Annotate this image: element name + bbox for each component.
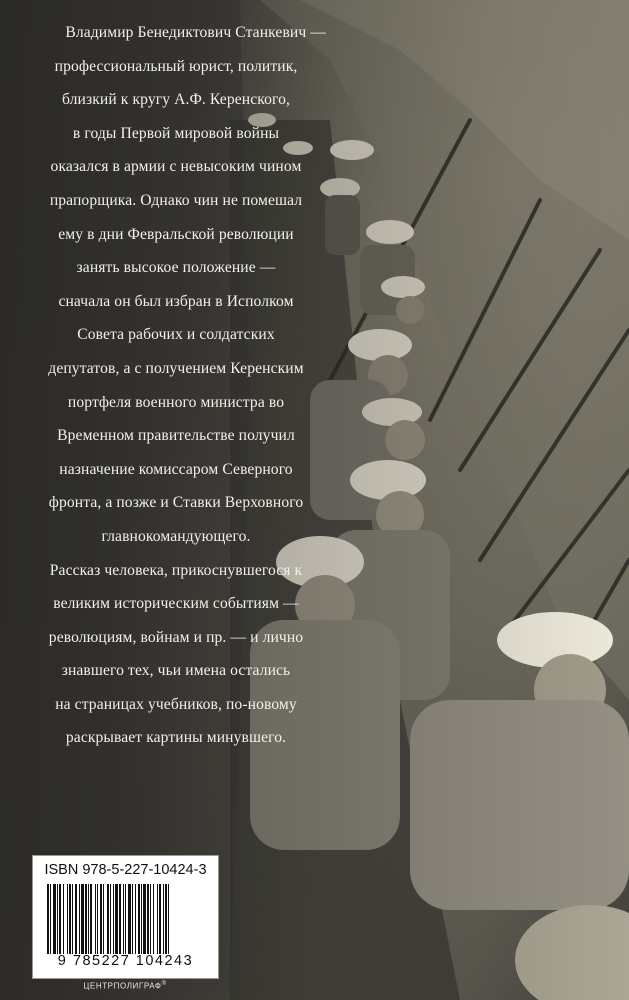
- barcode-bar: [157, 884, 158, 954]
- blurb-line: депутатов, а с получением Керенским: [48, 359, 304, 377]
- blurb-line: фронта, а позже и Ставки Верховного: [48, 494, 304, 512]
- barcode-bar: [128, 884, 131, 954]
- barcode-bar: [67, 884, 68, 954]
- barcode-bar: [123, 884, 124, 954]
- barcode-bar: [110, 884, 111, 954]
- barcode-bar: [113, 884, 114, 954]
- barcode-bar: [147, 884, 149, 954]
- ean-digits: 9 785227 104243: [57, 953, 194, 969]
- blurb-line: сначала он был избран в Исполком: [58, 292, 294, 310]
- blurb-line: революциям, войнам и пр. — и лично: [48, 628, 304, 646]
- barcode-bar: [79, 884, 80, 954]
- barcode-bar: [90, 884, 92, 954]
- publisher-name: ЦЕНТРПОЛИГРАФ: [83, 981, 162, 991]
- barcode-bar: [59, 884, 61, 954]
- barcode-bar: [100, 884, 102, 954]
- barcode-bar: [143, 884, 146, 954]
- blurb-line: Рассказ человека, прикоснувшегося к: [49, 561, 303, 579]
- barcode-bar: [135, 884, 136, 954]
- barcode-bar: [85, 884, 87, 954]
- blurb-line: оказался в армии с невысоким чином: [50, 158, 302, 176]
- barcode-bar: [141, 884, 142, 954]
- barcode-bar: [103, 884, 104, 954]
- barcode-bar: [81, 884, 84, 954]
- barcode-bar: [125, 884, 126, 954]
- barcode-bar: [153, 884, 154, 954]
- blurb-line: знавшего тех, чьи имена остались: [61, 662, 291, 680]
- barcode-bar: [72, 884, 73, 954]
- barcode-bar: [159, 884, 161, 954]
- isbn-barcode-panel: [32, 855, 219, 979]
- blurb-line: близкий к кругу А.Ф. Керенского,: [62, 91, 290, 109]
- barcode-bar: [53, 884, 56, 954]
- barcode-bar: [119, 884, 121, 954]
- barcode-bar: [75, 884, 77, 954]
- blurb-line: профессиональный юрист, политик,: [54, 57, 298, 75]
- blurb-line: назначение комиссаром Северного: [59, 460, 293, 478]
- barcode-bar: [57, 884, 58, 954]
- registered-mark: ®: [161, 981, 167, 987]
- barcode-bar: [88, 884, 89, 954]
- blurb-line: Владимир Бенедиктович Станкевич —: [65, 24, 326, 41]
- barcode-bar: [132, 884, 133, 954]
- blurb-line: Совета рабочих и солдатских: [77, 326, 275, 344]
- barcode-icon: [45, 884, 208, 954]
- blurb-line: великим историческим событиям —: [53, 595, 299, 613]
- barcode-bar: [107, 884, 109, 954]
- barcode-bar: [168, 884, 169, 954]
- blurb-line: прапорщика. Однако чин не помешал: [49, 191, 303, 209]
- barcode-bar: [115, 884, 118, 954]
- barcode-bar: [63, 884, 64, 954]
- isbn-label: ISBN 978-5-227-10424-3: [44, 862, 207, 878]
- blurb-line: занять высокое положение —: [76, 259, 276, 277]
- barcode-bar: [163, 884, 164, 954]
- blurb-line: ему в дни Февральской революции: [58, 225, 294, 243]
- barcode-bar: [50, 884, 51, 954]
- book-description: [26, 16, 326, 751]
- blurb-line: Временном правительстве получил: [57, 427, 295, 445]
- barcode-bar: [47, 884, 49, 954]
- blurb-line: главнокомандующего.: [101, 527, 251, 545]
- blurb-line: раскрывает картины минувшего.: [65, 729, 287, 747]
- blurb-line: в годы Первой мировой войны: [72, 124, 280, 142]
- barcode-bar: [165, 884, 167, 954]
- barcode-bar: [95, 884, 96, 954]
- barcode-bar: [69, 884, 71, 954]
- barcode-bar: [97, 884, 98, 954]
- barcode-bar: [138, 884, 140, 954]
- publisher-logo: [65, 981, 185, 991]
- blurb-line: портфеля военного министра во: [67, 393, 285, 411]
- blurb-line: на страницах учебников, по-новому: [55, 695, 297, 713]
- barcode-bar: [150, 884, 151, 954]
